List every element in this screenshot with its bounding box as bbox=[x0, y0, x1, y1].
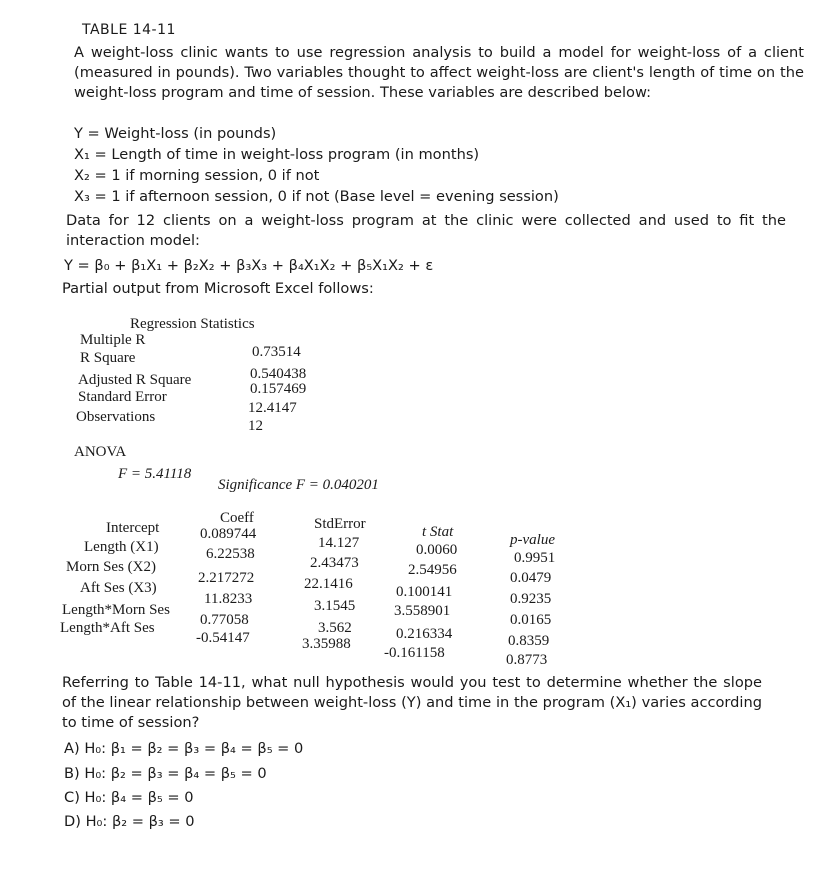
cell-tstat: 0.100141 bbox=[396, 584, 453, 600]
stat-label: Multiple R bbox=[80, 332, 146, 348]
col-header-coeff: Coeff bbox=[220, 510, 254, 526]
stat-value: 0.73514 bbox=[252, 344, 301, 360]
anova-significance: Significance F = 0.040201 bbox=[218, 477, 379, 493]
stat-value: 0.540438 bbox=[250, 366, 307, 382]
cell-pvalue: 0.9235 bbox=[510, 591, 552, 607]
cell-pvalue: 0.0479 bbox=[510, 570, 552, 586]
stat-label: Standard Error bbox=[78, 389, 167, 405]
variable-x1: X₁ = Length of time in weight-loss program (in months) bbox=[74, 146, 480, 163]
cell-coeff: -0.54147 bbox=[196, 630, 250, 646]
row-label: Length*Morn Ses bbox=[62, 602, 170, 618]
cell-coeff: 11.8233 bbox=[204, 591, 253, 607]
row-label: Aft Ses (X3) bbox=[80, 580, 157, 596]
question-text: Referring to Table 14-11, what null hypothesis would you test to determine whether the slope of the linear relationship between weight-loss (Y) and time in the program (X₁) varies according to time of session? bbox=[62, 674, 762, 731]
anova-f-stat: F = 5.41118 bbox=[118, 466, 192, 482]
cell-pvalue: 0.9951 bbox=[514, 550, 556, 566]
model-equation: Y = β₀ + β₁X₁ + β₂X₂ + β₃X₃ + β₄X₁X₂ + β₅X₁X₂ + ε bbox=[64, 257, 434, 274]
stat-value: 12 bbox=[248, 418, 263, 434]
stat-label: Observations bbox=[76, 409, 156, 425]
stat-value: 12.4147 bbox=[248, 400, 297, 416]
cell-pvalue: 0.8773 bbox=[506, 652, 548, 668]
cell-tstat: -0.161158 bbox=[384, 645, 445, 661]
cell-tstat: 2.54956 bbox=[408, 562, 457, 578]
cell-stderror: 3.35988 bbox=[302, 636, 351, 652]
cell-stderror: 22.1416 bbox=[304, 576, 353, 592]
cell-coeff: 0.089744 bbox=[200, 526, 257, 542]
option-c[interactable]: C) H₀: β₄ = β₅ = 0 bbox=[64, 789, 194, 806]
stat-label: R Square bbox=[80, 350, 136, 366]
row-label: Length*Aft Ses bbox=[60, 620, 155, 636]
cell-stderror: 14.127 bbox=[318, 535, 360, 551]
col-header-stderror: StdError bbox=[314, 516, 366, 532]
col-header-tstat: t Stat bbox=[422, 524, 454, 540]
table-title: TABLE 14-11 bbox=[82, 22, 176, 38]
stat-label: Adjusted R Square bbox=[78, 372, 192, 388]
cell-pvalue: 0.8359 bbox=[508, 633, 550, 649]
row-label: Length (X1) bbox=[84, 539, 159, 555]
variable-x3: X₃ = 1 if afternoon session, 0 if not (Base level = evening session) bbox=[74, 188, 559, 205]
option-a[interactable]: A) H₀: β₁ = β₂ = β₃ = β₄ = β₅ = 0 bbox=[64, 740, 304, 757]
cell-tstat: 3.558901 bbox=[394, 603, 451, 619]
option-d[interactable]: D) H₀: β₂ = β₃ = 0 bbox=[64, 813, 195, 830]
cell-tstat: 0.216334 bbox=[396, 626, 453, 642]
cell-pvalue: 0.0165 bbox=[510, 612, 552, 628]
row-label: Intercept bbox=[106, 520, 160, 536]
partial-output-note: Partial output from Microsoft Excel follows: bbox=[62, 280, 374, 297]
anova-heading: ANOVA bbox=[74, 444, 127, 460]
cell-stderror: 3.562 bbox=[318, 620, 352, 636]
cell-stderror: 3.1545 bbox=[314, 598, 356, 614]
cell-coeff: 6.22538 bbox=[206, 546, 255, 562]
col-header-pvalue: p-value bbox=[510, 532, 555, 548]
cell-coeff: 2.217272 bbox=[198, 570, 255, 586]
cell-stderror: 2.43473 bbox=[310, 555, 359, 571]
stat-value: 0.157469 bbox=[250, 381, 307, 397]
cell-coeff: 0.77058 bbox=[200, 612, 249, 628]
variable-x2: X₂ = 1 if morning session, 0 if not bbox=[74, 167, 320, 184]
intro-paragraph: A weight-loss clinic wants to use regression analysis to build a model for weight-loss of a client (measured in pounds). Two variables thought to affect weight-loss are client's length of time on the weight-loss program and time of session. These variables are described below: bbox=[74, 44, 804, 101]
data-note: Data for 12 clients on a weight-loss program at the clinic were collected and used to fit the interaction model: bbox=[66, 212, 786, 249]
variable-y: Y = Weight-loss (in pounds) bbox=[74, 125, 277, 142]
regression-stats-heading: Regression Statistics bbox=[130, 316, 255, 332]
row-label: Morn Ses (X2) bbox=[66, 559, 156, 575]
option-b[interactable]: B) H₀: β₂ = β₃ = β₄ = β₅ = 0 bbox=[64, 765, 267, 782]
cell-tstat: 0.0060 bbox=[416, 542, 458, 558]
